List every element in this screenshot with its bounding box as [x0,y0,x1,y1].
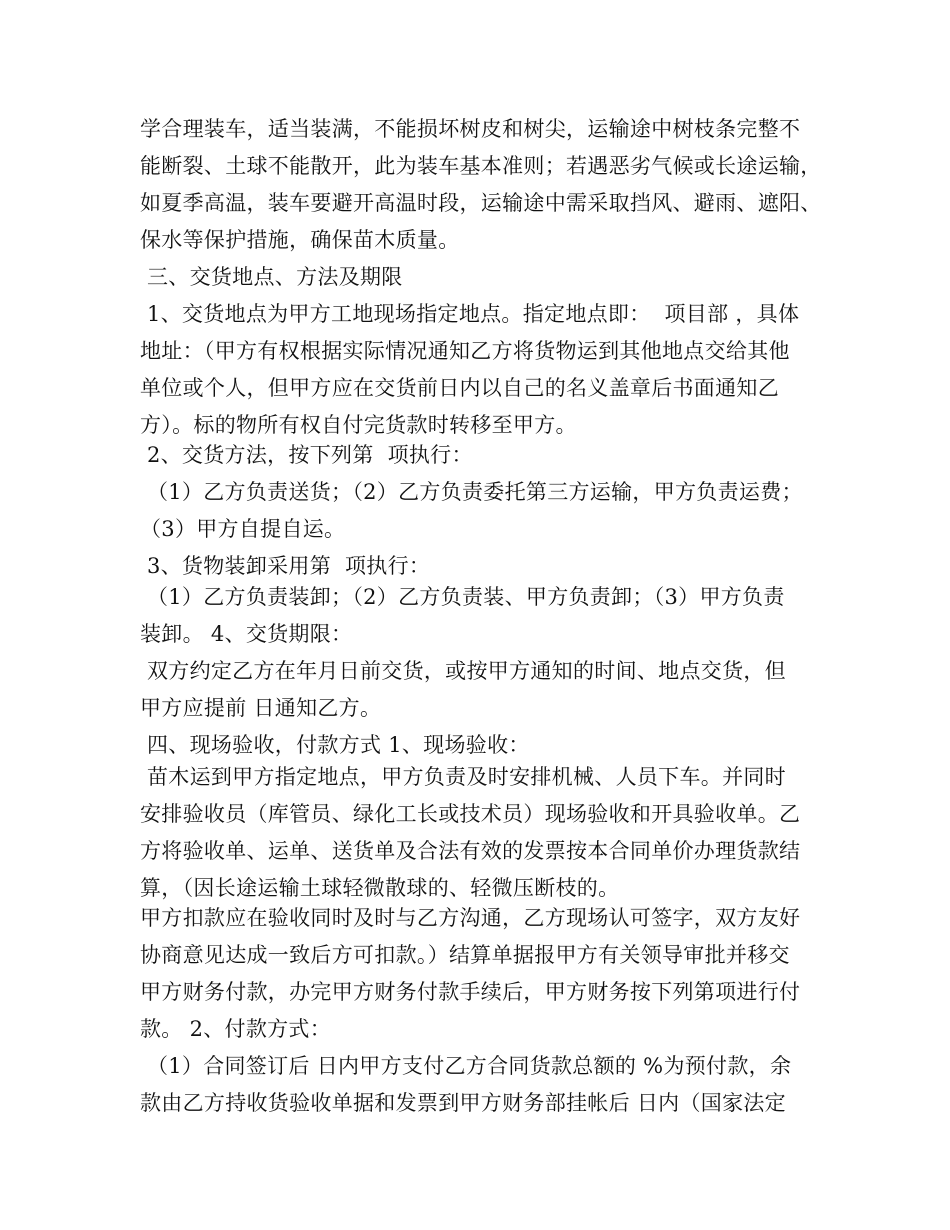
text-line: 协商意见达成一致后方可扣款。）结算单据报甲方有关领导审批并移交 [140,943,790,967]
text-line: 甲方扣款应在验收同时及时与乙方沟通，乙方现场认可签字，双方友好 [140,906,801,930]
text-line: 甲方财务付款，办完甲方财务付款手续后，甲方财务按下列第项进行付 [140,980,801,1004]
text-line: 2、交货方法，按下列第 项执行： [140,443,473,467]
text-line: 如夏季高温，装车要避开高温时段，运输途中需采取挡风、避雨、遮阳、 [140,191,822,215]
text-line: 款。 2、付款方式： [140,1017,332,1041]
text-line: 方）。标的物所有权自付完货款时转移至甲方。 [140,413,577,437]
text-line: 装卸。 4、交货期限： [140,622,353,646]
section-heading: 三、交货地点、方法及期限 [140,265,403,289]
text-line: 算，（因长途运输土球轻微散球的、轻微压断枝的。 [140,876,620,900]
text-line: 单位或个人，但甲方应在交货前日内以自己的名义盖章后书面通知乙 [140,376,779,400]
text-line: 甲方应提前 日通知乙方。 [140,696,382,720]
text-line: 保水等保护措施，确保苗木质量。 [140,228,460,252]
text-line: （3）甲方自提自运。 [140,517,346,541]
text-line: 款由乙方持收货验收单据和发票到甲方财务部挂帐后 日内（国家法定 [140,1091,786,1115]
text-line: 地址：（甲方有权根据实际情况通知乙方将货物运到其他地点交给其他 [140,339,790,363]
text-line: 方将验收单、运单、送货单及合法有效的发票按本合同单价办理货款结 [140,839,801,863]
text-line: 学合理装车，适当装满，不能损坏树皮和树尖，运输途中树枝条完整不 [140,117,801,141]
section-heading: 四、现场验收，付款方式 1、现场验收： [140,733,530,757]
text-line: 安排验收员（库管员、绿化工长或技术员）现场验收和开具验收单。乙 [140,802,801,826]
text-line: 3、货物装卸采用第 项执行： [140,554,431,578]
text-line: 苗木运到甲方指定地点，甲方负责及时安排机械、人员下车。并同时 [140,765,786,789]
text-line: 1、交货地点为甲方工地现场指定地点。指定地点即： 项目部 ，具体 [140,302,800,326]
text-line: （1）乙方负责装卸；（2）乙方负责装、甲方负责卸；（3）甲方负责 [140,585,785,609]
text-line: （1）合同签订后 日内甲方支付乙方合同货款总额的 %为预付款，余 [140,1054,792,1078]
text-line: 能断裂、土球不能散开，此为装车基本准则；若遇恶劣气候或长途运输， [140,154,822,178]
text-line: （1）乙方负责送货；（2）乙方负责委托第三方运输，甲方负责运费； [140,480,803,504]
text-line: 双方约定乙方在年月日前交货，或按甲方通知的时间、地点交货，但 [140,659,786,683]
